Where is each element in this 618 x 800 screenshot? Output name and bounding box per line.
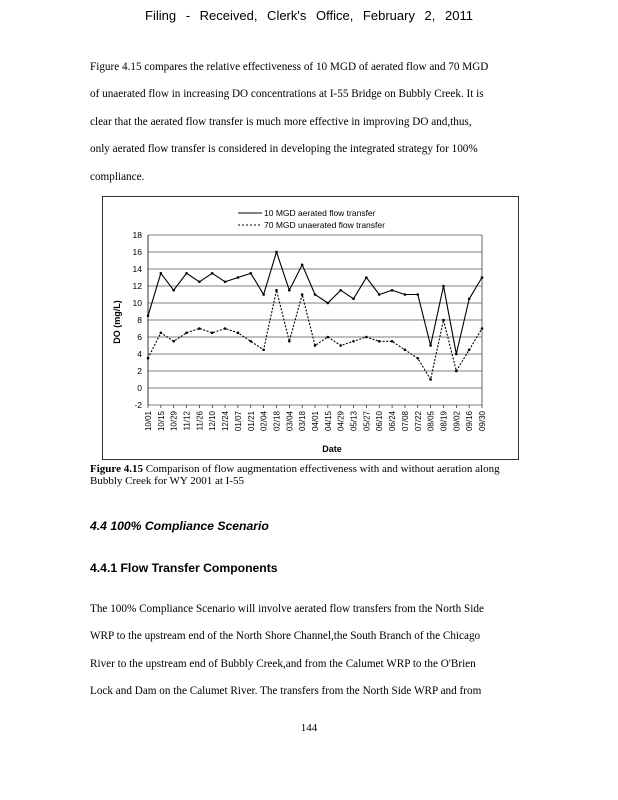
x-axis-label: Date (322, 444, 342, 454)
data-point-aerated (224, 280, 227, 283)
paragraph-compliance (90, 596, 516, 706)
x-tick-label: 12/10 (208, 411, 218, 432)
x-tick-label: 12/24 (221, 411, 231, 432)
x-tick-label: 06/10 (375, 411, 385, 432)
x-tick-label: 02/18 (272, 411, 282, 432)
data-point-unaerated (378, 340, 381, 343)
data-point-aerated (468, 297, 471, 300)
x-tick-label: 03/04 (285, 411, 295, 432)
data-point-unaerated (275, 289, 278, 292)
data-point-unaerated (172, 340, 175, 343)
x-tick-label: 04/01 (311, 411, 320, 432)
x-tick-label: 08/19 (439, 411, 449, 432)
data-point-unaerated (481, 327, 484, 330)
x-tick-label: 06/24 (388, 411, 398, 432)
data-point-aerated (481, 276, 484, 279)
data-point-aerated (429, 344, 432, 347)
data-point-unaerated (352, 340, 355, 343)
y-tick-label: 12 (132, 281, 142, 291)
x-tick-label: 05/13 (349, 411, 359, 432)
paragraph-line: clear that the aerated flow transfer is much more effective in improving DO and,thus, (90, 115, 472, 128)
x-tick-label: 10/15 (156, 411, 166, 432)
legend-label-unaerated: 70 MGD unaerated flow transfer (264, 220, 385, 230)
data-point-aerated (352, 297, 355, 300)
data-point-unaerated (314, 344, 317, 347)
y-tick-label: 2 (137, 366, 142, 376)
data-point-unaerated (198, 327, 201, 330)
y-tick-label: 18 (132, 230, 142, 240)
data-point-unaerated (237, 331, 240, 334)
page-header: Filing - Received, Clerk's Office, February 2, 2011 (145, 8, 473, 23)
data-point-aerated (185, 272, 188, 275)
x-tick-label: 07/08 (400, 411, 410, 432)
data-point-unaerated (455, 370, 458, 373)
x-tick-label: 07/22 (413, 411, 423, 432)
y-tick-label: 10 (132, 298, 142, 308)
y-tick-label: 6 (137, 332, 142, 342)
data-point-aerated (262, 293, 265, 296)
x-tick-label: 09/02 (452, 411, 462, 432)
data-point-aerated (416, 293, 419, 296)
data-point-aerated (275, 251, 278, 254)
paragraph-line: only aerated flow transfer is considered in developing the integrated strategy for 100% (90, 143, 478, 156)
figure-caption-label: Figure 4.15 (90, 463, 143, 475)
data-point-unaerated (262, 348, 265, 351)
y-tick-label: 16 (132, 247, 142, 257)
x-tick-label: 10/01 (144, 411, 153, 432)
legend-label-aerated: 10 MGD aerated flow transfer (264, 208, 376, 218)
data-point-unaerated (339, 344, 342, 347)
y-tick-label: -2 (134, 400, 142, 410)
data-point-unaerated (301, 293, 304, 296)
data-point-aerated (391, 289, 394, 292)
paragraph-line: compliance. (90, 170, 145, 183)
data-point-aerated (249, 272, 252, 275)
x-tick-label: 02/04 (259, 411, 269, 432)
x-tick-label: 05/27 (362, 411, 372, 432)
paragraph-line: River to the upstream end of Bubbly Creek,and from the Calumet WRP to the O'Brien (90, 657, 476, 670)
data-point-unaerated (160, 331, 163, 334)
data-point-unaerated (404, 348, 407, 351)
paragraph-line: Figure 4.15 compares the relative effectiveness of 10 MGD of aerated flow and 70 MGD (90, 61, 489, 73)
data-point-aerated (314, 293, 317, 296)
data-point-unaerated (224, 327, 227, 330)
data-point-aerated (378, 293, 381, 296)
x-tick-label: 04/15 (323, 411, 333, 432)
data-point-aerated (327, 302, 330, 305)
paragraph-figure-intro (90, 54, 516, 191)
data-point-aerated (147, 314, 150, 317)
data-point-aerated (160, 272, 163, 275)
x-tick-label: 09/30 (478, 411, 487, 432)
data-point-aerated (301, 263, 304, 266)
data-point-aerated (365, 276, 368, 279)
data-point-unaerated (365, 336, 368, 339)
paragraph-line: Lock and Dam on the Calumet River. The transfers from the North Side WRP and from (90, 685, 482, 698)
y-tick-label: 4 (137, 349, 142, 359)
x-tick-label: 04/29 (336, 411, 346, 432)
x-tick-label: 01/21 (246, 411, 256, 432)
page-number: 144 (300, 722, 318, 734)
paragraph-line: of unaerated flow in increasing DO concentrations at I-55 Bridge on Bubbly Creek. It is (90, 88, 484, 101)
paragraph-line: WRP to the upstream end of the North Shore Channel,the South Branch of the Chicago (90, 630, 481, 643)
subsection-heading: 4.4.1 Flow Transfer Components (90, 561, 278, 575)
x-tick-label: 03/18 (298, 411, 308, 432)
figure-caption (90, 463, 508, 487)
x-tick-label: 11/12 (182, 411, 192, 431)
x-tick-label: 09/16 (465, 411, 475, 432)
data-point-aerated (288, 289, 291, 292)
y-axis-label: DO (mg/L) (112, 300, 122, 344)
data-point-unaerated (288, 340, 291, 343)
paragraph-line: The 100% Compliance Scenario will involve aerated flow transfers from the North Side (90, 603, 484, 615)
data-point-aerated (237, 276, 240, 279)
data-point-unaerated (147, 357, 150, 360)
data-point-unaerated (468, 348, 471, 351)
data-point-aerated (442, 285, 445, 288)
data-point-unaerated (249, 340, 252, 343)
x-tick-label: 11/26 (195, 411, 205, 431)
data-point-aerated (404, 293, 407, 296)
data-point-aerated (455, 353, 458, 356)
data-point-aerated (172, 289, 175, 292)
x-tick-label: 10/29 (169, 411, 179, 432)
figure-chart (102, 196, 519, 460)
data-point-unaerated (429, 378, 432, 381)
y-tick-label: 0 (137, 383, 142, 393)
data-point-unaerated (185, 331, 188, 334)
data-point-unaerated (211, 331, 214, 334)
data-point-aerated (211, 272, 214, 275)
y-tick-label: 8 (137, 315, 142, 325)
figure-caption-text: Comparison of flow augmentation effectiveness with and without aeration along Bubbly Creek for WY 2001 at I-55 (90, 463, 500, 487)
data-point-aerated (339, 289, 342, 292)
do-line-chart (102, 196, 519, 460)
x-tick-label: 08/05 (426, 411, 436, 432)
data-point-unaerated (327, 336, 330, 339)
data-point-unaerated (442, 319, 445, 322)
data-point-aerated (198, 280, 201, 283)
x-tick-label: 01/07 (233, 411, 243, 432)
data-point-unaerated (416, 357, 419, 360)
data-point-unaerated (391, 340, 394, 343)
section-heading: 4.4 100% Compliance Scenario (90, 519, 269, 533)
y-tick-label: 14 (132, 264, 142, 274)
